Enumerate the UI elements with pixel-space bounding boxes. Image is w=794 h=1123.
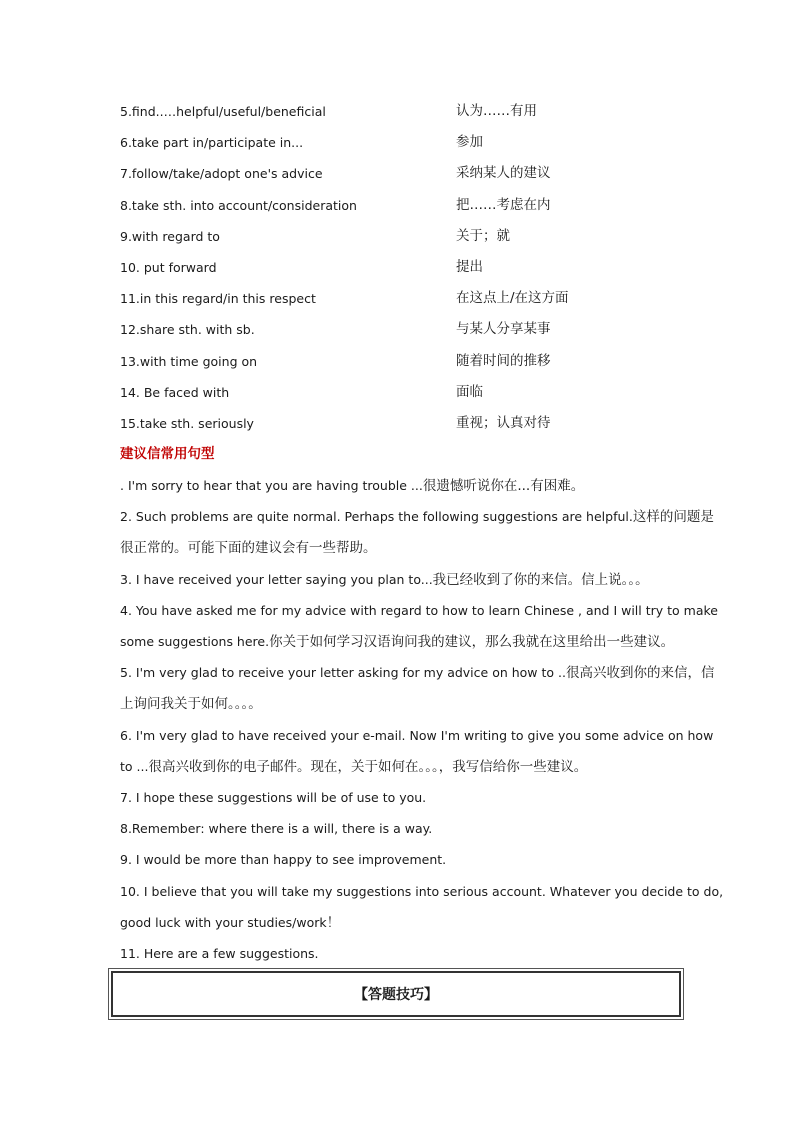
- phrase-chinese: 认为……有用: [456, 103, 537, 119]
- phrase-chinese: 面临: [456, 383, 483, 400]
- phrase-row: [120, 314, 680, 345]
- sentence-english: 9. I would be more than happy to see improvement.: [120, 852, 447, 868]
- sentence-english: 4. You have asked me for my advice with regard to how to learn Chinese , and I will try to make: [120, 602, 718, 618]
- sentence-line: [120, 907, 680, 938]
- sentence-line: [120, 751, 680, 782]
- phrase-row: [120, 408, 680, 439]
- phrase-row: [120, 190, 680, 221]
- sentence-english: some suggestions here.: [120, 634, 270, 649]
- sentence-line: [120, 720, 714, 751]
- sentence-chinese: 上询问我关于如何。。。。: [120, 696, 262, 713]
- section-title: 建议信常用句型: [120, 446, 215, 463]
- sentence-english: 8.Remember: where there is a will, there is a way.: [120, 821, 433, 837]
- sentence-line: [120, 626, 680, 657]
- sentence-line: [120, 657, 715, 688]
- phrase-row: [120, 252, 680, 283]
- phrase-english: 10. put forward: [120, 259, 217, 275]
- phrase-row: [120, 346, 680, 377]
- tips-box: [108, 968, 684, 1020]
- phrase-english: 6.take part in/participate in...: [120, 135, 304, 151]
- phrase-chinese: 提出: [456, 258, 483, 275]
- tips-box-label: 【答题技巧】: [111, 971, 681, 1017]
- sentence-chinese: 很高兴收到你的电子邮件。现在，关于如何在。。。，我写信给你一些建议。: [148, 758, 588, 775]
- sentence-english: . I'm sorry to hear that you are having trouble ...: [120, 478, 423, 494]
- sentence-line: [120, 782, 680, 813]
- phrase-chinese: 随着时间的推移: [456, 352, 551, 369]
- sentence-line: [120, 470, 680, 501]
- sentence-english: 2. Such problems are quite normal. Perhaps the following suggestions are helpful.: [120, 509, 633, 525]
- sentence-english: 11. Here are a few suggestions.: [120, 945, 319, 961]
- phrase-row: [120, 221, 680, 252]
- sentence-line: [120, 813, 680, 844]
- sentence-chinese: 很遗憾听说你在...有困难。: [422, 478, 585, 495]
- phrase-chinese: 在这点上/在这方面: [456, 290, 569, 307]
- phrase-english: 14. Be faced with: [120, 384, 230, 400]
- sentence-line: [120, 844, 680, 875]
- sentence-english: 5. I'm very glad to receive your letter asking for my advice on how to ..: [120, 665, 566, 681]
- sentence-line: [120, 532, 680, 563]
- phrase-english: 5.find..…helpful/useful/beneficial: [120, 104, 326, 119]
- phrase-english: 15.take sth. seriously: [120, 415, 254, 431]
- phrase-english: 7.follow/take/adopt one's advice: [120, 166, 323, 182]
- phrase-english: 11.in this regard/in this respect: [120, 291, 316, 307]
- sentence-english: good luck with your studies/work: [120, 914, 327, 930]
- sentence-chinese: 你关于如何学习汉语询问我的建议，那么我就在这里给出一些建议。: [269, 634, 675, 650]
- sentence-line: [120, 564, 680, 595]
- phrase-chinese: 采纳某人的建议: [456, 165, 551, 182]
- sentence-line: [120, 501, 714, 532]
- phrase-list: [120, 96, 680, 439]
- phrase-row: [120, 127, 680, 158]
- sentence-english: 6. I'm very glad to have received your e-mail. Now I'm writing to give you some advice on how: [120, 727, 714, 743]
- phrase-row: [120, 96, 680, 127]
- sentence-line: [120, 938, 680, 969]
- sentence-chinese: ！: [326, 914, 341, 931]
- phrase-chinese: 参加: [456, 134, 483, 151]
- sentence-english: to ...: [120, 758, 149, 774]
- sentence-chinese: 很高兴收到你的来信，信: [565, 665, 715, 682]
- phrase-row: [120, 283, 680, 314]
- phrase-chinese: 把……考虑在内: [456, 196, 551, 213]
- sentence-line: [120, 595, 718, 626]
- sentence-english: 3. I have received your letter saying you plan to...: [120, 571, 433, 587]
- phrase-chinese: 关于；就: [456, 227, 510, 244]
- sentence-line: [120, 688, 680, 719]
- sentence-chinese: 这样的问题是: [632, 509, 714, 526]
- phrase-chinese: 重视；认真对待: [456, 414, 551, 431]
- phrase-english: 13.with time going on: [120, 353, 258, 369]
- phrase-row: [120, 158, 680, 189]
- document-body: [120, 96, 724, 969]
- phrase-chinese: 与某人分享某事: [456, 321, 551, 338]
- sentence-list: [120, 470, 724, 969]
- sentence-chinese: 我已经收到了你的来信。信上说。。。: [432, 571, 649, 588]
- sentence-chinese: 很正常的。可能下面的建议会有一些帮助。: [120, 540, 377, 557]
- sentence-english: 10. I believe that you will take my suggestions into serious account. Whatever you decide to do,: [120, 883, 724, 899]
- phrase-english: 8.take sth. into account/consideration: [120, 197, 357, 213]
- sentence-line: [120, 876, 724, 907]
- sentence-english: 7. I hope these suggestions will be of use to you.: [120, 789, 427, 805]
- phrase-english: 9.with regard to: [120, 228, 220, 244]
- phrase-english: 12.share sth. with sb.: [120, 322, 255, 338]
- phrase-row: [120, 377, 680, 408]
